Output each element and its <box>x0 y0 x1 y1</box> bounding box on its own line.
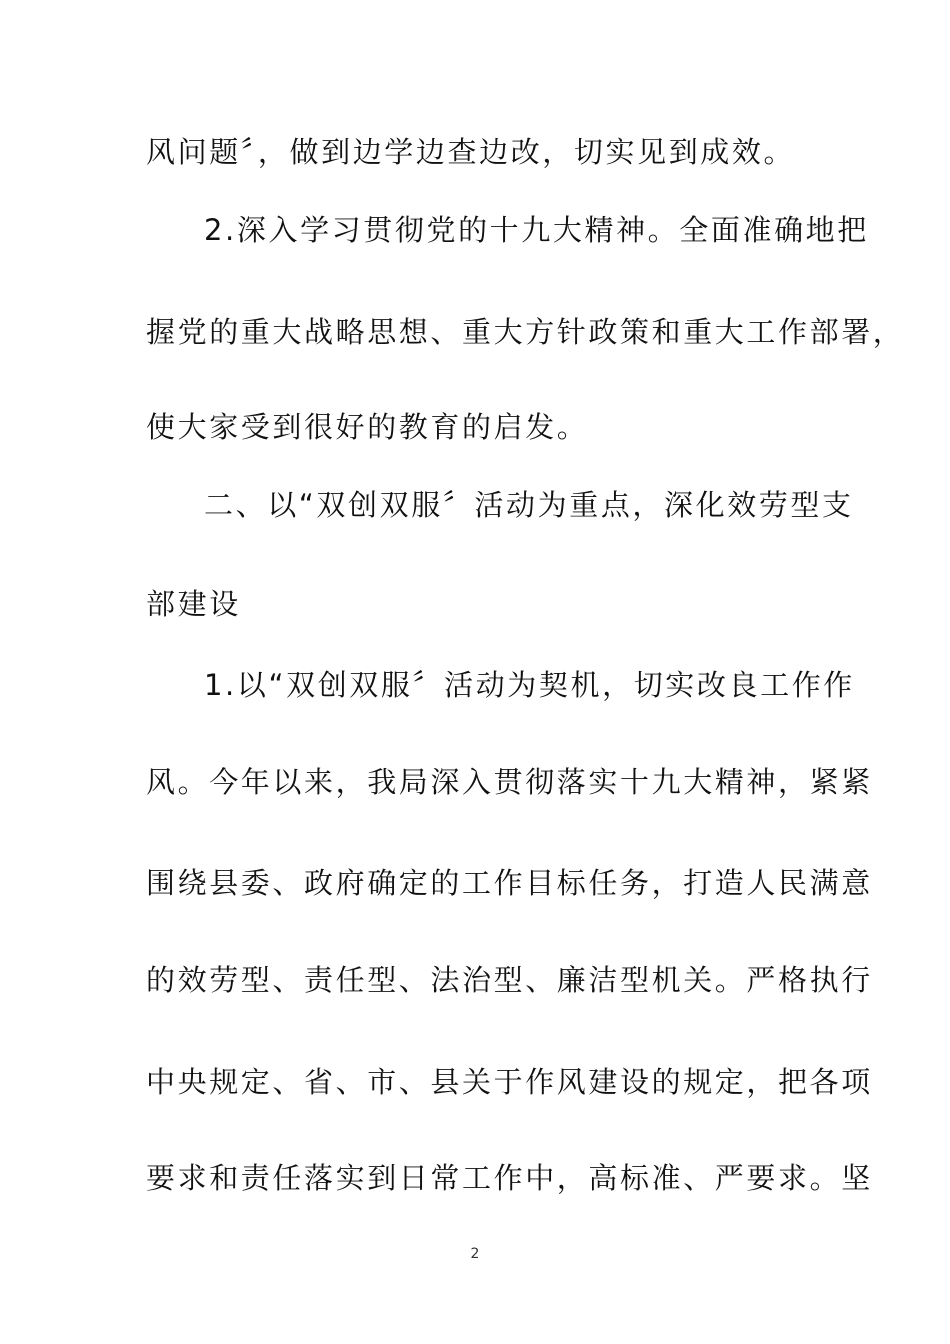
text-line-7: 1.以“双创双服〞活动为契机，切实改良工作作 <box>204 668 855 702</box>
text-line-4: 使大家受到很好的教育的启发。 <box>146 410 589 444</box>
text-line-8: 风。今年以来，我局深入贯彻落实十九大精神，紧紧 <box>146 765 873 799</box>
text-line-12: 要求和责任落实到日常工作中，高标准、严要求。坚 <box>146 1161 873 1195</box>
text-line-9: 围绕县委、政府确定的工作目标任务，打造人民满意 <box>146 866 873 900</box>
text-line-3: 握党的重大战略思想、重大方针政策和重大工作部署， <box>146 315 905 349</box>
text-line-6: 部建设 <box>146 587 241 621</box>
text-line-1: 风问题〞，做到边学边查边改，切实见到成效。 <box>146 135 796 169</box>
text-line-2: 2.深入学习贯彻党的十九大精神。全面准确地把 <box>204 213 869 247</box>
text-line-10: 的效劳型、责任型、法治型、廉洁型机关。严格执行 <box>146 963 873 997</box>
text-line-11: 中央规定、省、市、县关于作风建设的规定，把各项 <box>146 1065 873 1099</box>
page-number: 2 <box>470 1246 480 1262</box>
text-line-5: 二、以“双创双服〞活动为重点，深化效劳型支 <box>204 488 854 522</box>
